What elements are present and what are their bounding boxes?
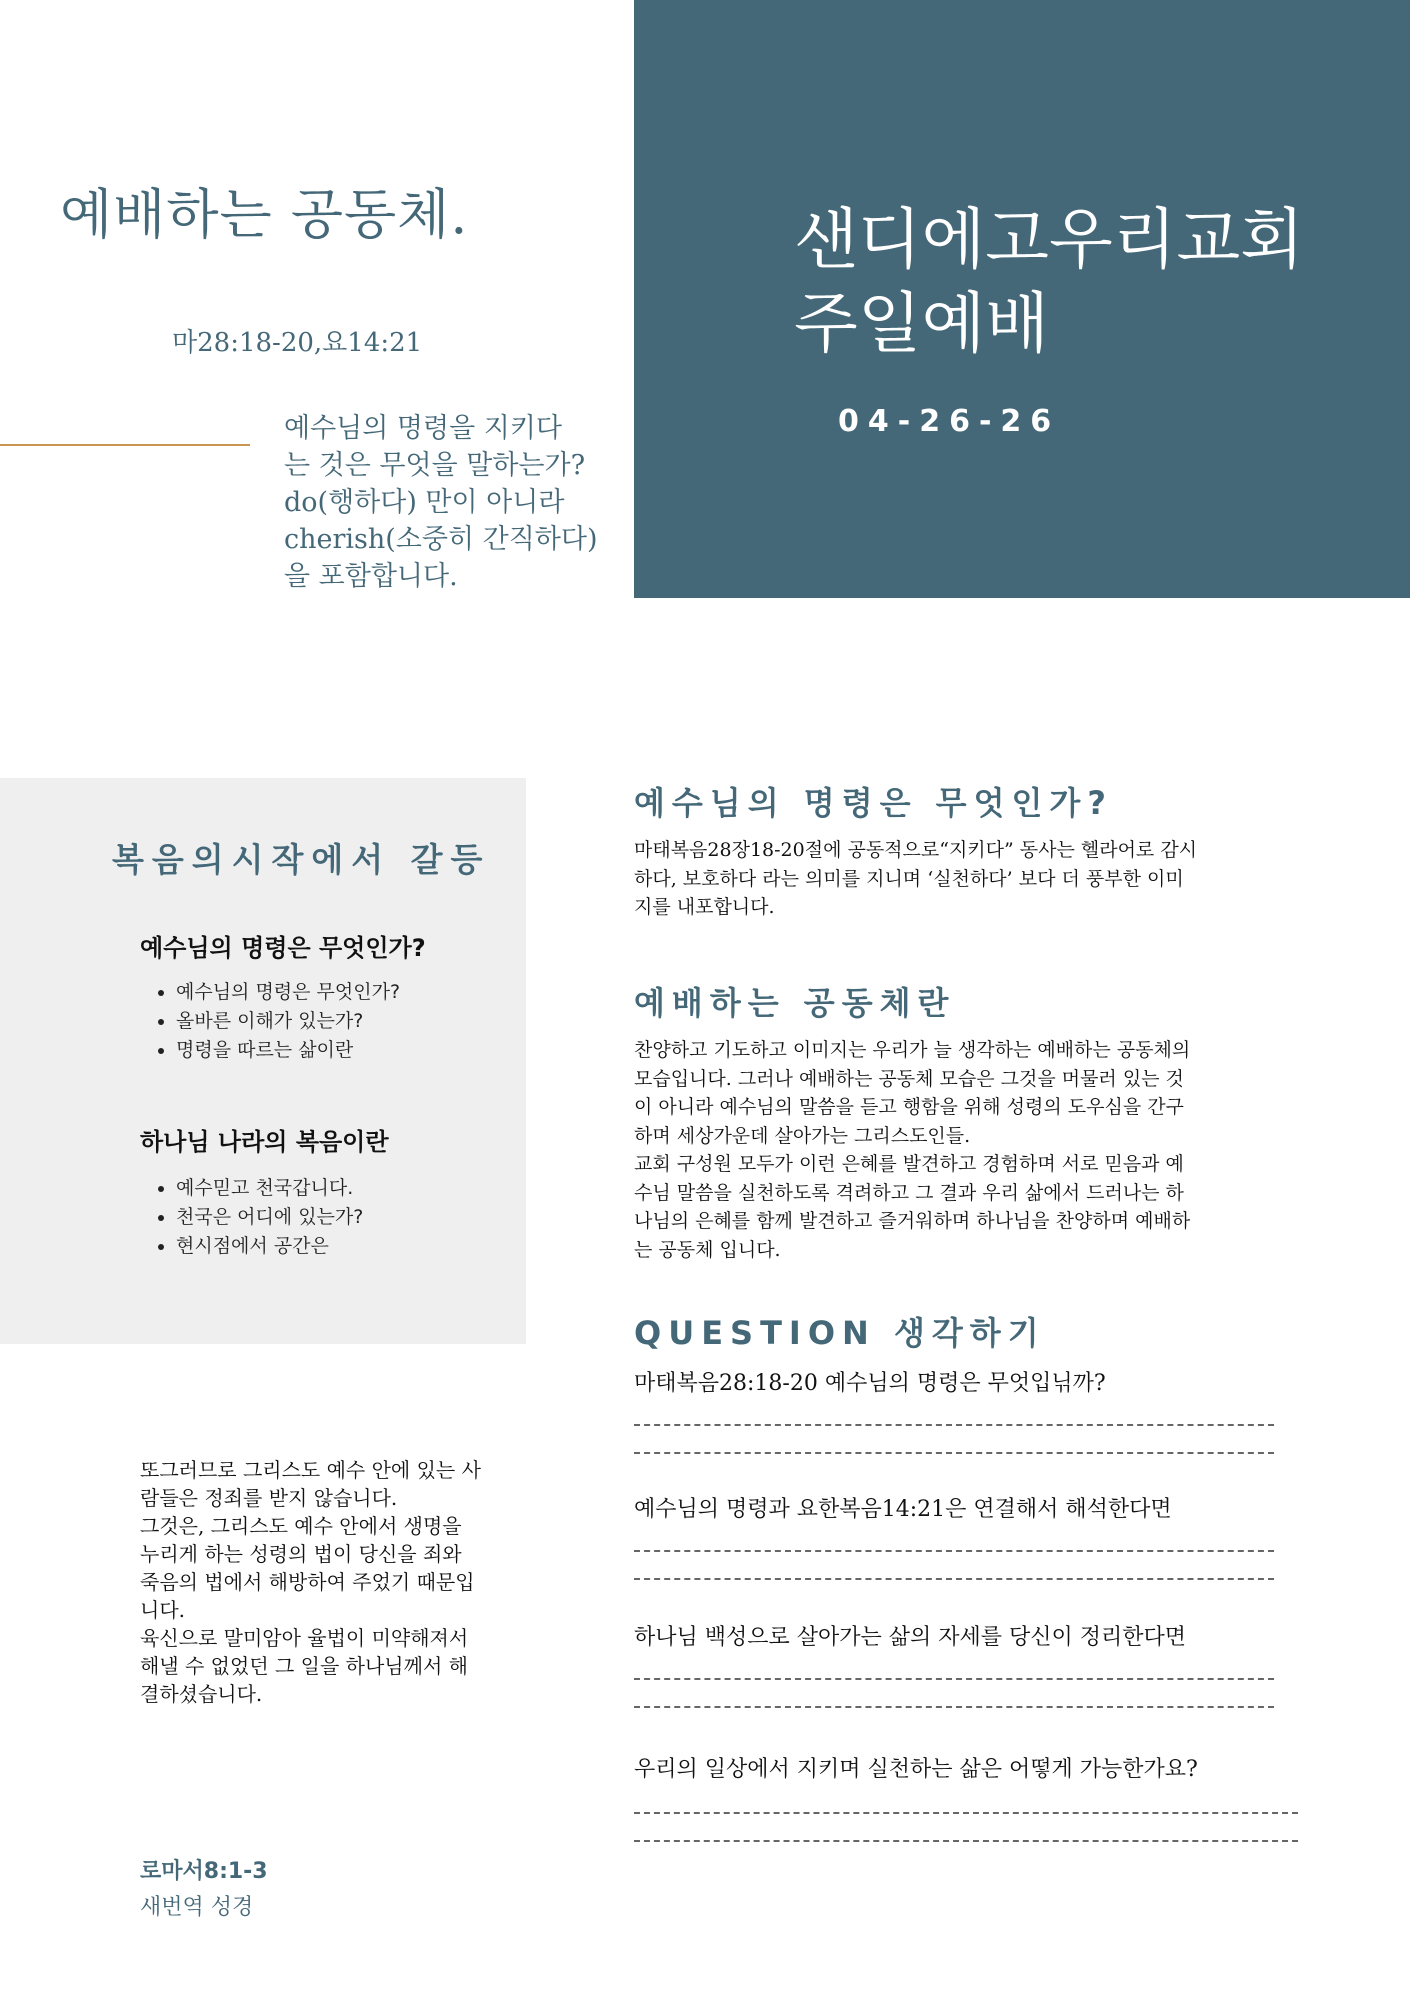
passage-line: 그것은, 그리스도 예수 안에서 생명을 xyxy=(140,1514,462,1538)
section-body-command xyxy=(634,836,1294,922)
section-title-questions: QUESTION 생각하기 xyxy=(634,1314,1046,1352)
outline-heading: 하나님 나라의 복음이란 xyxy=(140,1128,389,1156)
list-item: • 천국은 어디에 있는가? xyxy=(176,1203,363,1232)
body-line: 이 아니라 예수님의 말씀을 듣고 행함을 위해 성령의 도우심을 간구 xyxy=(634,1096,1184,1118)
list-item: • 예수님의 명령은 무엇인가? xyxy=(176,978,400,1007)
list-item: • 예수믿고 천국갑니다. xyxy=(176,1174,363,1203)
body-line: 교회 구성원 모두가 이런 은혜를 발견하고 경험하며 서로 믿음과 예 xyxy=(634,1153,1184,1175)
intro-line: do(행하다) 만이 아니라 xyxy=(284,487,565,518)
body-line: 는 공동체 입니다. xyxy=(634,1238,781,1261)
romans-passage xyxy=(140,1456,540,1708)
body-line: 하다, 보호하다 라는 의미를 지니며 ‘실천하다’ 보다 더 풍부한 이미 xyxy=(634,867,1184,890)
service-date: 04-26-26 xyxy=(838,404,1061,439)
answer-line[interactable] xyxy=(634,1578,1274,1580)
church-title xyxy=(794,198,1304,366)
list-item: • 올바른 이해가 있는가? xyxy=(176,1007,400,1036)
scripture-reference: 마28:18-20,요14:21 xyxy=(172,328,423,358)
question-prompt: 하나님 백성으로 살아가는 삶의 자세를 당신이 정리한다면 xyxy=(634,1625,1187,1650)
intro-line: 는 것은 무엇을 말하는가? xyxy=(284,450,586,481)
answer-line[interactable] xyxy=(634,1812,1298,1814)
church-name: 샌디에고우리교회 xyxy=(794,201,1305,278)
bible-version: 새번역 성경 xyxy=(140,1895,254,1920)
outline-bullet-list xyxy=(148,1174,363,1261)
service-name: 주일예배 xyxy=(794,285,1050,362)
section-body-community xyxy=(634,1036,1294,1264)
passage-line: 해낼 수 없었던 그 일을 하나님께서 해 xyxy=(140,1654,468,1678)
answer-line[interactable] xyxy=(634,1424,1274,1426)
body-line: 모습입니다. 그러나 예배하는 공동체 모습은 그것을 머물러 있는 것 xyxy=(634,1067,1184,1090)
section-title-command: 예수님의 명령은 무엇인가? xyxy=(634,784,1113,822)
body-line: 나님의 은혜를 함께 발견하고 즐거워하며 하나님을 찬양하며 예배하 xyxy=(634,1210,1191,1232)
passage-line: 육신으로 말미암아 율법이 미약해져서 xyxy=(140,1626,469,1650)
body-line: 수님 말씀을 실천하도록 격려하고 그 결과 우리 삶에서 드러나는 하 xyxy=(634,1181,1184,1204)
passage-line: 니다. xyxy=(140,1598,185,1622)
question-prompt: 마태복음28:18-20 예수님의 명령은 무엇입닊까? xyxy=(634,1371,1106,1396)
answer-line[interactable] xyxy=(634,1550,1274,1552)
outline-bullet-list xyxy=(148,978,400,1065)
passage-line: 누리게 하는 성령의 법이 당신을 죄와 xyxy=(140,1542,462,1566)
passage-line: 람들은 정죄를 받지 않습니다. xyxy=(140,1486,398,1510)
answer-line[interactable] xyxy=(634,1706,1274,1708)
body-line: 하며 세상가운데 살아가는 그리스도인들. xyxy=(634,1124,971,1147)
body-line: 찬양하고 기도하고 이미지는 우리가 늘 생각하는 예배하는 공동체의 xyxy=(634,1039,1191,1061)
passage-line: 죽음의 법에서 해방하여 주었기 때문입 xyxy=(140,1570,475,1594)
answer-line[interactable] xyxy=(634,1840,1298,1842)
accent-divider xyxy=(0,444,250,446)
outline-heading: 예수님의 명령은 무엇인가? xyxy=(140,934,426,962)
list-item: • 현시점에서 공간은 xyxy=(176,1232,363,1261)
passage-line: 또그러므로 그리스도 예수 안에 있는 사 xyxy=(140,1458,481,1482)
intro-line: cherish(소중히 간직하다) xyxy=(284,524,598,555)
section-title-community: 예배하는 공동체란 xyxy=(634,984,956,1022)
intro-paragraph xyxy=(284,410,624,595)
intro-line: 예수님의 명령을 지키다 xyxy=(284,413,562,444)
list-item: • 명령을 따르는 삶이란 xyxy=(176,1036,400,1065)
body-line: 마태복음28장18-20절에 공동적으로“지키다” 동사는 헬라어로 감시 xyxy=(634,839,1198,861)
page-headline: 예배하는 공동체. xyxy=(60,183,469,246)
answer-line[interactable] xyxy=(634,1452,1274,1454)
passage-line: 결하셨습니다. xyxy=(140,1682,263,1706)
question-prompt: 우리의 일상에서 지키며 실천하는 삶은 어떻게 가능한가요? xyxy=(634,1757,1198,1782)
intro-line: 을 포함합니다. xyxy=(284,561,458,592)
romans-reference: 로마서8:1-3 xyxy=(140,1859,268,1884)
body-line: 지를 내포합니다. xyxy=(634,896,775,918)
question-prompt: 예수님의 명령과 요한복음14:21은 연결해서 해석한다면 xyxy=(634,1497,1172,1522)
answer-line[interactable] xyxy=(634,1678,1274,1680)
outline-title: 복음의시작에서 갈등 xyxy=(112,840,491,879)
